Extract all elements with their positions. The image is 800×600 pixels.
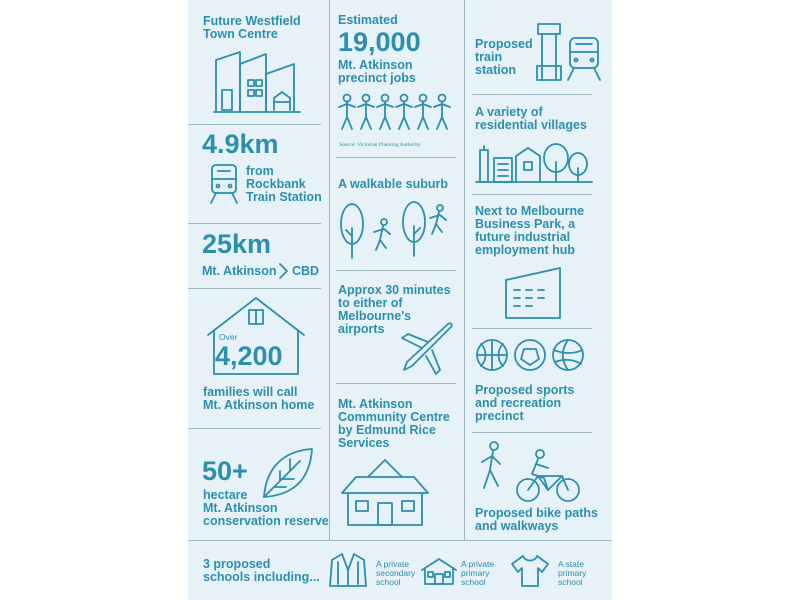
sports-text: Proposed sports and recreation precinct <box>475 383 575 423</box>
distance-value: 4.9km <box>202 129 279 159</box>
shopping-centre-icon <box>210 50 302 115</box>
airplane-icon <box>398 320 454 374</box>
bike-paths-text: Proposed bike paths and walkways <box>475 506 598 533</box>
walkable-label: A walkable suburb <box>338 177 448 191</box>
private-primary-school-text: A private primary school <box>461 559 495 587</box>
divider <box>188 124 321 125</box>
divider <box>336 157 456 158</box>
over-label: Over <box>219 332 238 342</box>
source-note: Source: Victorian Planning Authority <box>339 142 421 148</box>
secondary-school-text: A private secondary school <box>376 559 416 587</box>
chevron-right-icon <box>277 263 289 279</box>
sports-balls-icon <box>475 338 585 374</box>
train-station-icon <box>534 22 604 82</box>
train-station-text: Proposed train station <box>475 37 533 77</box>
divider <box>336 270 456 271</box>
people-icon <box>338 93 456 133</box>
distance-text: from Rockbank Train Station <box>246 164 322 204</box>
divider <box>472 328 592 329</box>
jobs-text: Mt. Atkinson precinct jobs <box>338 58 416 85</box>
westfield-label: Future Westfield Town Centre <box>203 14 301 41</box>
divider <box>472 94 592 95</box>
walker-bike-icon <box>478 440 584 504</box>
column-divider-left <box>329 0 330 540</box>
footer-divider <box>188 540 612 541</box>
reserve-text: hectare Mt. Atkinson conservation reserve <box>203 488 329 528</box>
reserve-value: 50+ <box>202 456 248 486</box>
blazer-icon <box>328 552 368 588</box>
community-text: Mt. Atkinson Community Centre by Edmund Rice Services <box>338 397 450 450</box>
divider <box>188 223 321 224</box>
estimated-label: Estimated <box>338 13 398 27</box>
cbd-distance-value: 25km <box>202 229 272 259</box>
primary-school-icon <box>420 556 458 586</box>
villages-text: A variety of residential villages <box>475 105 587 132</box>
community-centre-icon <box>340 457 430 529</box>
residential-villages-icon <box>474 136 594 184</box>
families-text: families will call Mt. Atkinson home <box>203 385 315 412</box>
business-park-text: Next to Melbourne Business Park, a future industrial employment hub <box>475 204 585 257</box>
divider <box>472 194 592 195</box>
train-icon <box>208 163 240 205</box>
divider <box>472 432 592 433</box>
infographic-poster <box>188 0 612 600</box>
column-divider-right <box>464 0 465 540</box>
jobs-value: 19,000 <box>338 27 421 57</box>
factory-icon <box>504 266 564 320</box>
cbd-to-label: CBD <box>292 264 320 278</box>
airports-text: Approx 30 minutes to either of Melbourne's airports <box>338 283 451 336</box>
cbd-from-label: Mt. Atkinson <box>202 264 277 278</box>
divider <box>188 428 321 429</box>
tree-walker-icon <box>338 198 456 262</box>
families-value: 4,200 <box>215 341 283 371</box>
schools-heading: 3 proposed schools including... <box>203 557 320 584</box>
divider <box>188 288 321 289</box>
divider <box>336 383 456 384</box>
school-shirt-icon <box>510 554 550 588</box>
state-primary-school-text: A state primary school <box>558 559 587 587</box>
